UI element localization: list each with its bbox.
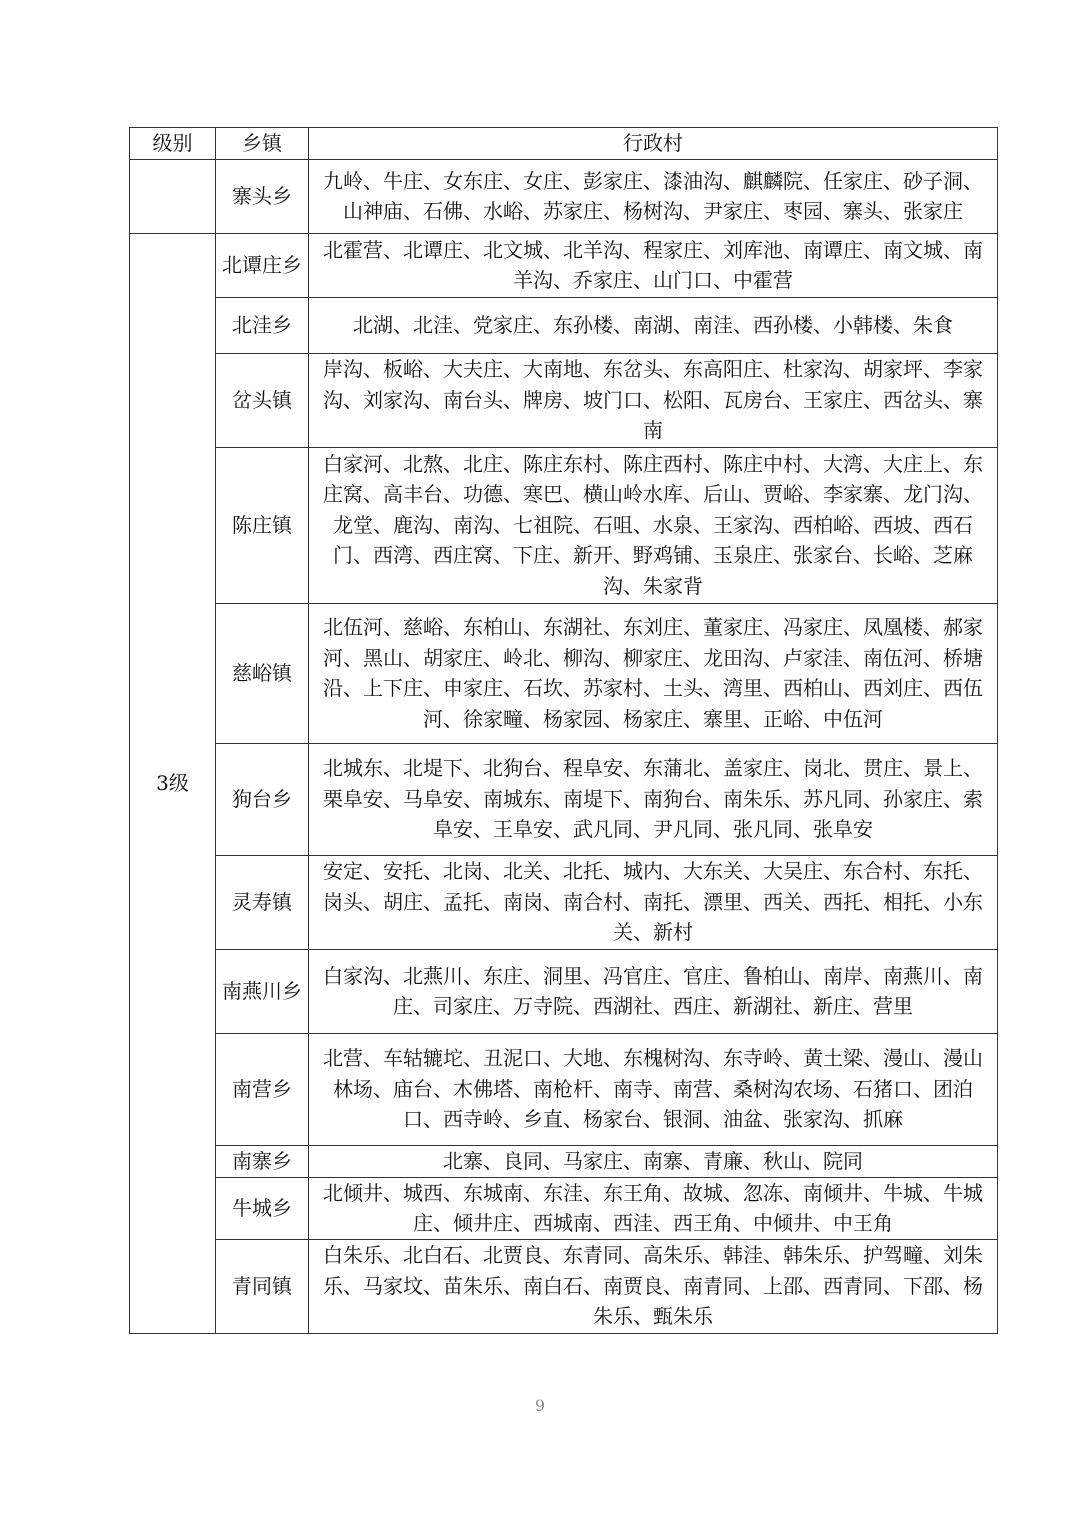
header-level: 级别 (130, 128, 216, 160)
table-row (130, 447, 998, 603)
villages-cell: 北营、车轱辘坨、丑泥口、大地、东槐树沟、东寺岭、黄土梁、漫山、漫山林场、庙台、木佛塔、南枪杆、南寺、南营、桑树沟农场、石猪口、团泊口、西寺岭、乡直、杨家台、银洞、油盆、张家沟、抓麻 (309, 1033, 998, 1145)
table-row (130, 1145, 998, 1177)
villages-cell: 白朱乐、北白石、北贾良、东青同、高朱乐、韩洼、韩朱乐、护驾疃、刘朱乐、马家坟、苗朱乐、南白石、南贾良、南青同、上邵、西青同、下邵、杨朱乐、甄朱乐 (309, 1239, 998, 1333)
table-row (130, 743, 998, 855)
table-row (130, 1177, 998, 1239)
villages-cell: 白家河、北熬、北庄、陈庄东村、陈庄西村、陈庄中村、大湾、大庄上、东庄窝、高丰台、功德、寒巴、横山岭水库、后山、贾峪、李家寨、龙门沟、龙堂、鹿沟、南沟、七祖院、石咀、水泉、王家沟、西柏峪、西坡、西石门、西湾、西庄窝、下庄、新开、野鸡铺、玉泉庄、张家台、长峪、芝麻沟、朱家背 (309, 447, 998, 603)
town-cell: 岔头镇 (216, 353, 309, 447)
table-row (130, 1033, 998, 1145)
town-cell: 寨头乡 (216, 159, 309, 233)
town-cell: 牛城乡 (216, 1177, 309, 1239)
town-cell: 北谭庄乡 (216, 233, 309, 297)
table-row (130, 949, 998, 1033)
villages-cell: 北城东、北堤下、北狗台、程阜安、东蒲北、盖家庄、岗北、贯庄、景上、栗阜安、马阜安、南城东、南堤下、南狗台、南朱乐、苏凡同、孙家庄、索阜安、王阜安、武凡同、尹凡同、张凡同、张阜安 (309, 743, 998, 855)
level-cell-empty (130, 159, 216, 233)
villages-cell: 北伍河、慈峪、东柏山、东湖社、东刘庄、董家庄、冯家庄、凤凰楼、郝家河、黑山、胡家庄、岭北、柳沟、柳家庄、龙田沟、卢家洼、南伍河、桥塘沿、上下庄、申家庄、石坎、苏家村、土头、湾里、西柏山、西刘庄、西伍河、徐家疃、杨家园、杨家庄、寨里、正峪、中伍河 (309, 603, 998, 743)
town-cell: 南营乡 (216, 1033, 309, 1145)
town-cell: 青同镇 (216, 1239, 309, 1333)
town-cell: 南燕川乡 (216, 949, 309, 1033)
page-number: 9 (534, 1396, 546, 1415)
village-table (129, 127, 998, 1334)
villages-cell: 安定、安托、北岗、北关、北托、城内、大东关、大吴庄、东合村、东托、岗头、胡庄、孟托、南岗、南合村、南托、漂里、西关、西托、相托、小东关、新村 (309, 855, 998, 949)
table-row (130, 855, 998, 949)
table-row (130, 233, 998, 297)
town-cell: 南寨乡 (216, 1145, 309, 1177)
villages-cell: 北寨、良同、马家庄、南寨、青廉、秋山、院同 (309, 1145, 998, 1177)
header-villages: 行政村 (309, 128, 998, 160)
villages-cell: 北霍营、北谭庄、北文城、北羊沟、程家庄、刘库池、南谭庄、南文城、南羊沟、乔家庄、山门口、中霍营 (309, 233, 998, 297)
villages-cell: 北湖、北洼、党家庄、东孙楼、南湖、南洼、西孙楼、小韩楼、朱食 (309, 297, 998, 353)
town-cell: 陈庄镇 (216, 447, 309, 603)
villages-cell: 岸沟、板峪、大夫庄、大南地、东岔头、东高阳庄、杜家沟、胡家坪、李家沟、刘家沟、南台头、牌房、坡门口、松阳、瓦房台、王家庄、西岔头、寨南 (309, 353, 998, 447)
table-row (130, 603, 998, 743)
table-row (130, 297, 998, 353)
table-header-row (130, 128, 998, 160)
villages-cell: 九岭、牛庄、女东庄、女庄、彭家庄、漆油沟、麒麟院、任家庄、砂子洞、山神庙、石佛、水峪、苏家庄、杨树沟、尹家庄、枣园、寨头、张家庄 (309, 159, 998, 233)
table-row (130, 1239, 998, 1333)
table-row (130, 353, 998, 447)
header-town: 乡镇 (216, 128, 309, 160)
villages-cell: 北倾井、城西、东城南、东洼、东王角、故城、忽冻、南倾井、牛城、牛城庄、倾井庄、西城南、西洼、西王角、中倾井、中王角 (309, 1177, 998, 1239)
town-cell: 狗台乡 (216, 743, 309, 855)
level-cell: 3级 (130, 233, 216, 1333)
town-cell: 灵寿镇 (216, 855, 309, 949)
villages-cell: 白家沟、北燕川、东庄、洞里、冯官庄、官庄、鲁柏山、南岸、南燕川、南庄、司家庄、万寺院、西湖社、西庄、新湖社、新庄、营里 (309, 949, 998, 1033)
town-cell: 北洼乡 (216, 297, 309, 353)
table-row (130, 159, 998, 233)
town-cell: 慈峪镇 (216, 603, 309, 743)
